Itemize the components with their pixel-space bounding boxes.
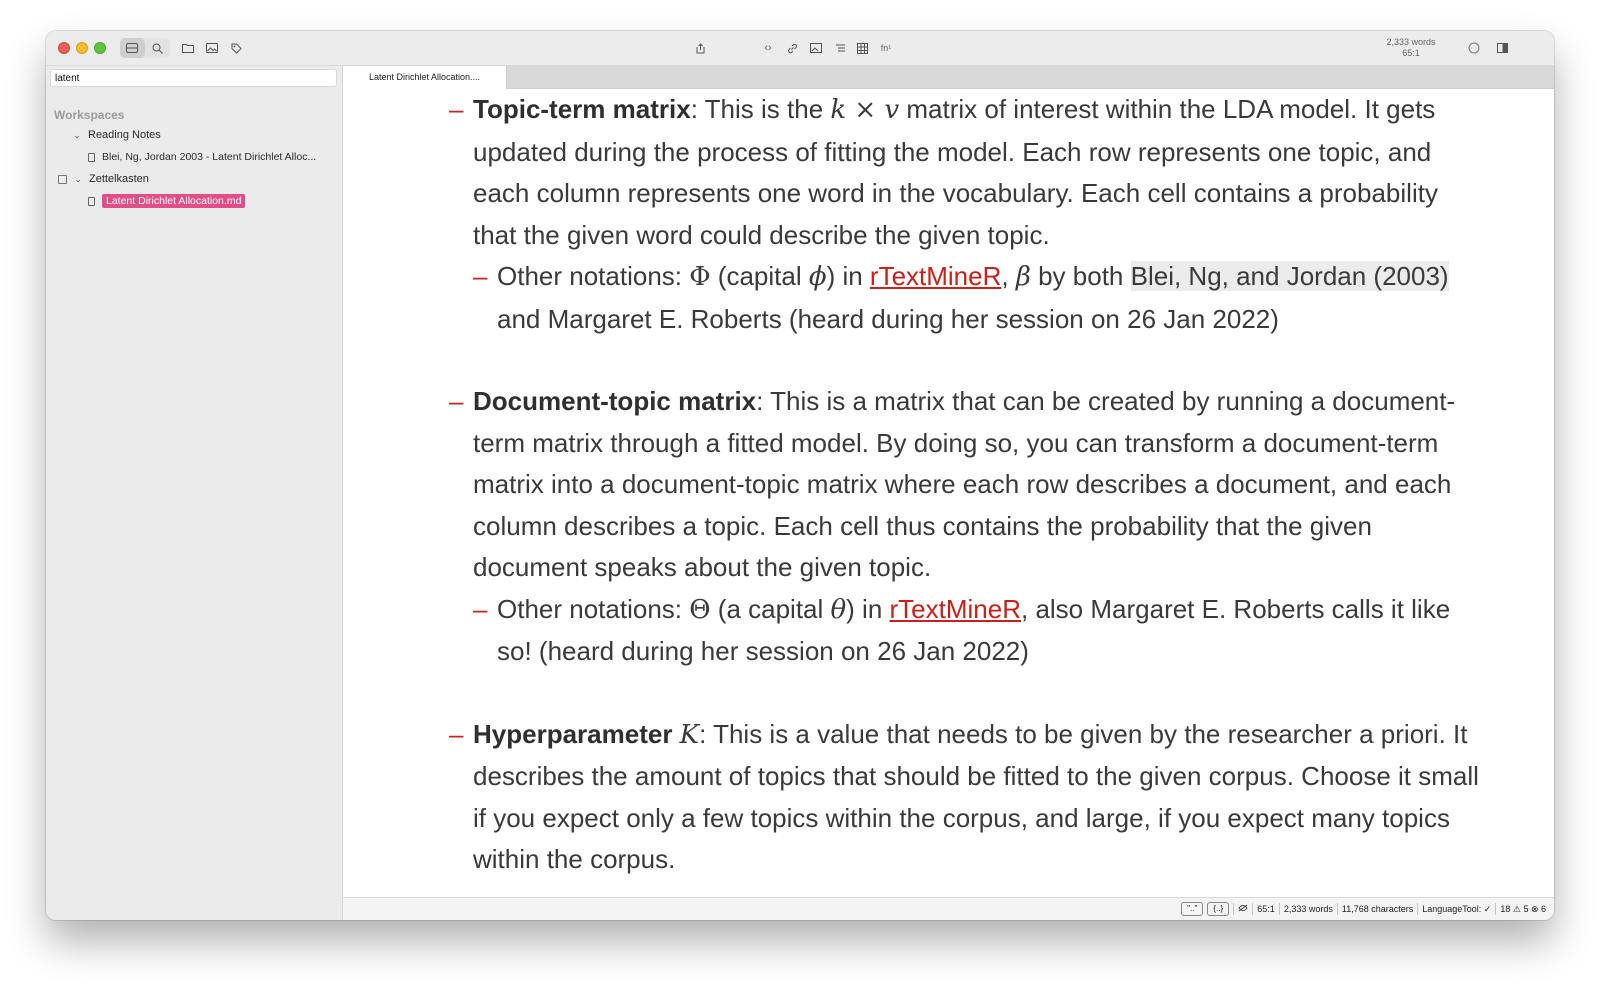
tree-item-label: Reading Notes: [88, 129, 161, 141]
insert-image-icon[interactable]: [808, 40, 824, 56]
term: Document-topic matrix: [473, 386, 757, 416]
titlebar: [46, 31, 1554, 66]
tree-item-label: Blei, Ng, Jordan 2003 - Latent Dirichlet Alloc...: [102, 151, 317, 163]
split-view-icon[interactable]: [1494, 40, 1510, 56]
zoom-window-button[interactable]: [94, 42, 106, 54]
math: K: [679, 719, 700, 750]
text: Other notations:: [497, 593, 690, 624]
list-bullet: –: [449, 718, 464, 749]
close-window-button[interactable]: [58, 42, 70, 54]
autoclose-brackets-button[interactable]: {..}: [1207, 902, 1229, 916]
term: Hyperparameter: [473, 718, 680, 749]
tag-icon[interactable]: [228, 40, 244, 56]
languagetool-status[interactable]: LanguageTool: ✓: [1422, 903, 1492, 914]
character-count: 11,768 characters: [1341, 904, 1414, 914]
math: β: [1015, 262, 1031, 292]
readability-icon[interactable]: [1238, 904, 1248, 914]
footnote-icon[interactable]: fn¹: [880, 42, 892, 53]
image-icon[interactable]: [204, 40, 220, 56]
math: θ: [830, 594, 847, 625]
sub-list-item: [449, 589, 1479, 673]
editor[interactable]: [343, 89, 1554, 897]
app-window: [46, 31, 1554, 920]
file-icon: [88, 153, 95, 162]
list-item: [449, 381, 1479, 589]
tab-latent-dirichlet-allocation[interactable]: Latent Dirichlet Allocation....: [343, 66, 507, 89]
math: v: [884, 95, 900, 125]
sub-list-item: [449, 256, 1479, 340]
status-bar: [343, 897, 1554, 920]
list-bullet: –: [473, 261, 488, 291]
chevron-down-icon[interactable]: ⌄: [74, 173, 82, 184]
table-icon[interactable]: [854, 40, 870, 56]
tree-item-zettelkasten[interactable]: [58, 173, 149, 185]
word-count-cursor: 65:1: [1402, 48, 1420, 58]
word-count: 2,333 words: [1283, 904, 1333, 914]
tab-bar: [343, 66, 1554, 89]
list-icon[interactable]: [832, 40, 848, 56]
tree-item-label-selected: Latent Dirichlet Allocation.md: [102, 194, 245, 208]
file-icon: [88, 197, 95, 206]
text: by both: [1030, 261, 1131, 291]
file-manager-icon[interactable]: [124, 40, 140, 56]
link-icon[interactable]: [784, 40, 800, 56]
minimize-window-button[interactable]: [76, 42, 88, 54]
list-item: [449, 89, 1479, 256]
term: Topic-term matrix: [473, 94, 691, 124]
text: , also Margaret E. Roberts calls it like so! (heard during her session on 26 Jan 2022): [497, 593, 1451, 666]
cursor-position: 65:1: [1257, 904, 1275, 914]
math: ϕ: [808, 262, 827, 292]
list-bullet: –: [473, 593, 488, 624]
math: Φ: [689, 262, 711, 292]
text: ) in: [846, 593, 890, 624]
search-input[interactable]: [50, 69, 337, 87]
text: : This is a matrix that can be created by running a document-term matrix through a fitted model. By doing so, you can transform a document-term matrix into a document-topic matrix where each row describes a document, and each column describes a topic. Each cell thus contains the probability that the given document speaks about the given topic.: [473, 386, 1456, 582]
word-count-words: 2,333 words: [1386, 37, 1436, 47]
math: k: [830, 95, 847, 125]
tree-item-reading-notes[interactable]: [72, 129, 161, 141]
text: (capital: [710, 261, 809, 291]
text: : This is the: [690, 94, 831, 124]
math: Θ: [689, 594, 711, 625]
tree-file-blei[interactable]: [88, 151, 316, 163]
text: matrix of interest within the LDA model. It gets updated during the process of fitting the model. Each row represents one topic, and each column represents one word in the vocabulary. Each cell contains a probability that the given word could describe the given topic.: [473, 94, 1438, 250]
chevron-down-icon[interactable]: ⌄: [73, 129, 81, 140]
edit-icon[interactable]: [58, 175, 67, 184]
link-rtextminer[interactable]: rTextMineR: [889, 593, 1021, 624]
lint-counts[interactable]: 18 ⚠ 5 ⊗ 6: [1500, 903, 1546, 914]
sidebar: [46, 66, 343, 920]
list-item: [449, 714, 1479, 881]
tree-item-label: Zettelkasten: [89, 173, 149, 185]
text: and Margaret E. Roberts (heard during her session on 26 Jan 2022): [497, 303, 1279, 334]
link-rtextminer[interactable]: rTextMineR: [869, 261, 1002, 291]
folder-icon[interactable]: [180, 40, 196, 56]
text: : This is a value that needs to be given by the researcher a priori. It describes the amount of topics that should be fitted to the given corpus. Choose it small if you expect only a few topics within the corpus, and large, if you expect many topics within the corpus.: [473, 718, 1479, 874]
math: ×: [846, 95, 885, 125]
tree-file-lda[interactable]: [88, 194, 245, 208]
citation[interactable]: Blei, Ng, and Jordan (2003): [1130, 261, 1449, 291]
code-icon[interactable]: ‹›: [764, 41, 772, 54]
text: Other notations:: [497, 261, 690, 291]
text: (a capital: [710, 593, 831, 624]
word-count-display[interactable]: [1366, 37, 1456, 59]
share-icon[interactable]: [692, 40, 708, 56]
list-bullet: –: [449, 94, 464, 124]
list-bullet: –: [449, 386, 464, 416]
document-content: [449, 89, 1479, 881]
focus-circle-icon[interactable]: [1466, 40, 1482, 56]
workspaces-heading: Workspaces: [54, 108, 125, 122]
text: ) in: [826, 261, 870, 291]
smart-quotes-button[interactable]: "..": [1181, 902, 1203, 916]
search-icon[interactable]: [149, 40, 165, 56]
text: ,: [1001, 261, 1016, 291]
